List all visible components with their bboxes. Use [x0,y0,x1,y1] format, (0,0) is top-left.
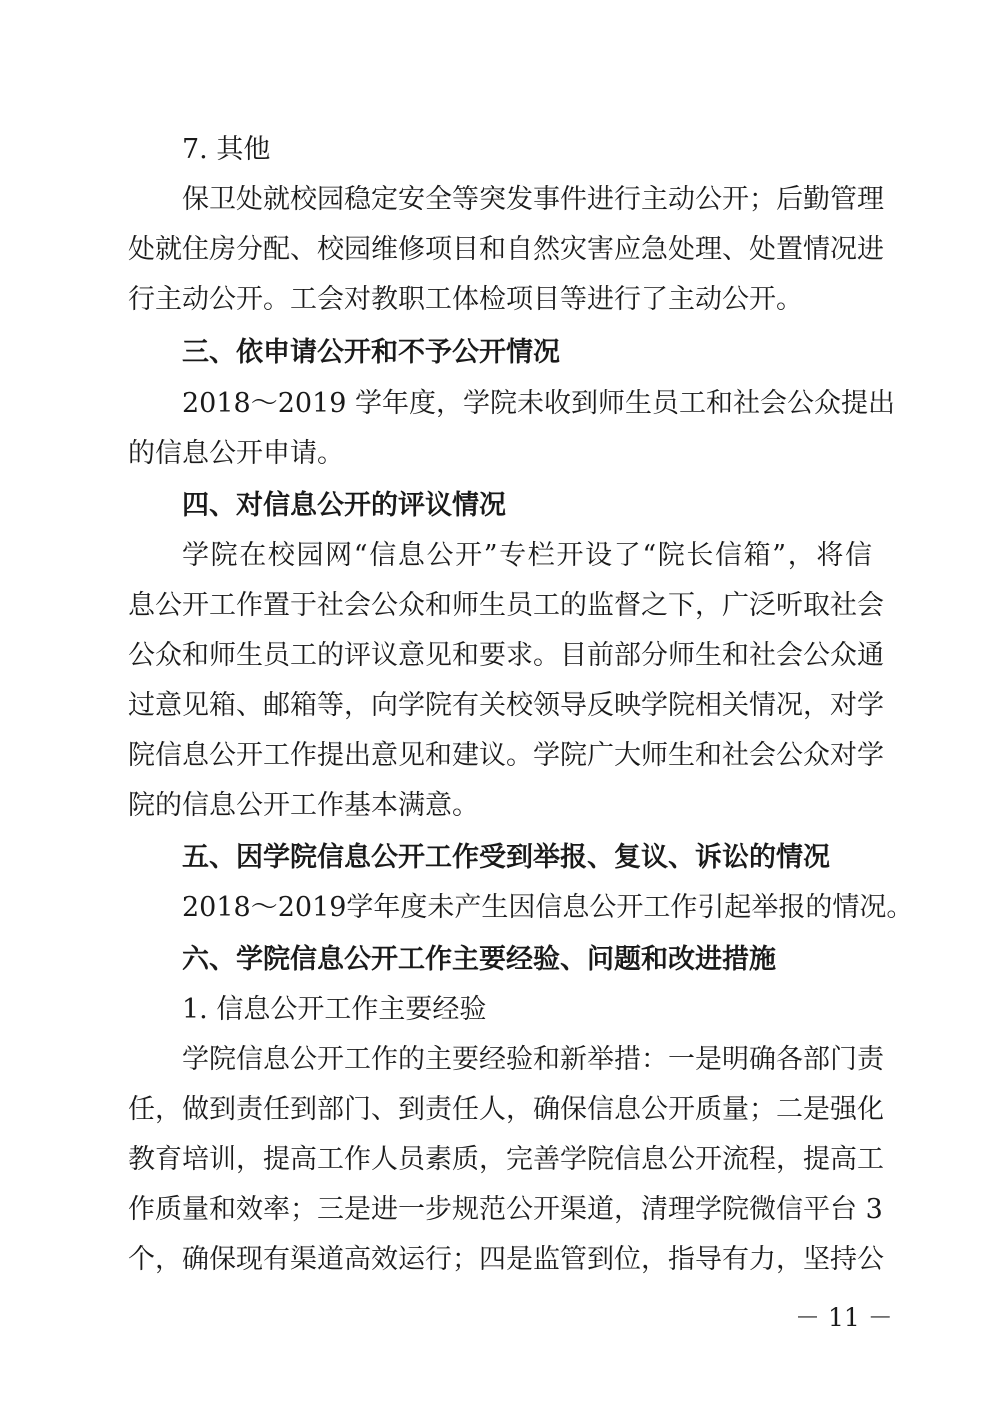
paragraph-line: 处就住房分配、校园维修项目和自然灾害应急处理、处置情况进 [128,234,884,265]
paragraph-line: 院信息公开工作提出意见和建议。学院广大师生和社会公众对学 [128,740,884,771]
paragraph-line: 行主动公开。工会对教职工体检项目等进行了主动公开。 [128,284,803,315]
paragraph-line: 个，确保现有渠道高效运行；四是监管到位，指导有力，坚持公 [128,1244,884,1275]
paragraph-line: 任，做到责任到部门、到责任人，确保信息公开质量；二是强化 [128,1094,884,1125]
paragraph-line: 院的信息公开工作基本满意。 [128,790,479,821]
section-heading-five: 五、因学院信息公开工作受到举报、复议、诉讼的情况 [182,842,830,873]
section-heading-four: 四、对信息公开的评议情况 [182,490,506,521]
paragraph-line: 作质量和效率；三是进一步规范公开渠道，清理学院微信平台 3 [128,1194,883,1225]
paragraph-line: 2018～2019学年度未产生因信息公开工作引起举报的情况。 [182,892,914,923]
paragraph-line: 的信息公开申请。 [128,438,344,469]
paragraph-line: 2018～2019 学年度，学院未收到师生员工和社会公众提出 [182,388,896,419]
paragraph-line: 教育培训，提高工作人员素质，完善学院信息公开流程，提高工 [128,1144,884,1175]
section-heading-six: 六、学院信息公开工作主要经验、问题和改进措施 [182,944,776,975]
page-number: － 11 － [795,1303,893,1332]
paragraph-line: 保卫处就校园稳定安全等突发事件进行主动公开；后勤管理 [182,184,884,215]
paragraph-line: 过意见箱、邮箱等，向学院有关校领导反映学院相关情况，对学 [128,690,884,721]
paragraph-line: 息公开工作置于社会公众和师生员工的监督之下，广泛听取社会 [128,590,884,621]
subsection-title-other: 7. 其他 [182,134,271,165]
paragraph-line: 学院信息公开工作的主要经验和新举措：一是明确各部门责 [182,1044,884,1075]
paragraph-line: 公众和师生员工的评议意见和要求。目前部分师生和社会公众通 [128,640,884,671]
subsection-title-main-experience: 1. 信息公开工作主要经验 [182,994,487,1025]
paragraph-line: 学院在校园网“信息公开”专栏开设了“院长信箱”，将信 [182,540,872,571]
section-heading-three: 三、依申请公开和不予公开情况 [182,337,560,368]
